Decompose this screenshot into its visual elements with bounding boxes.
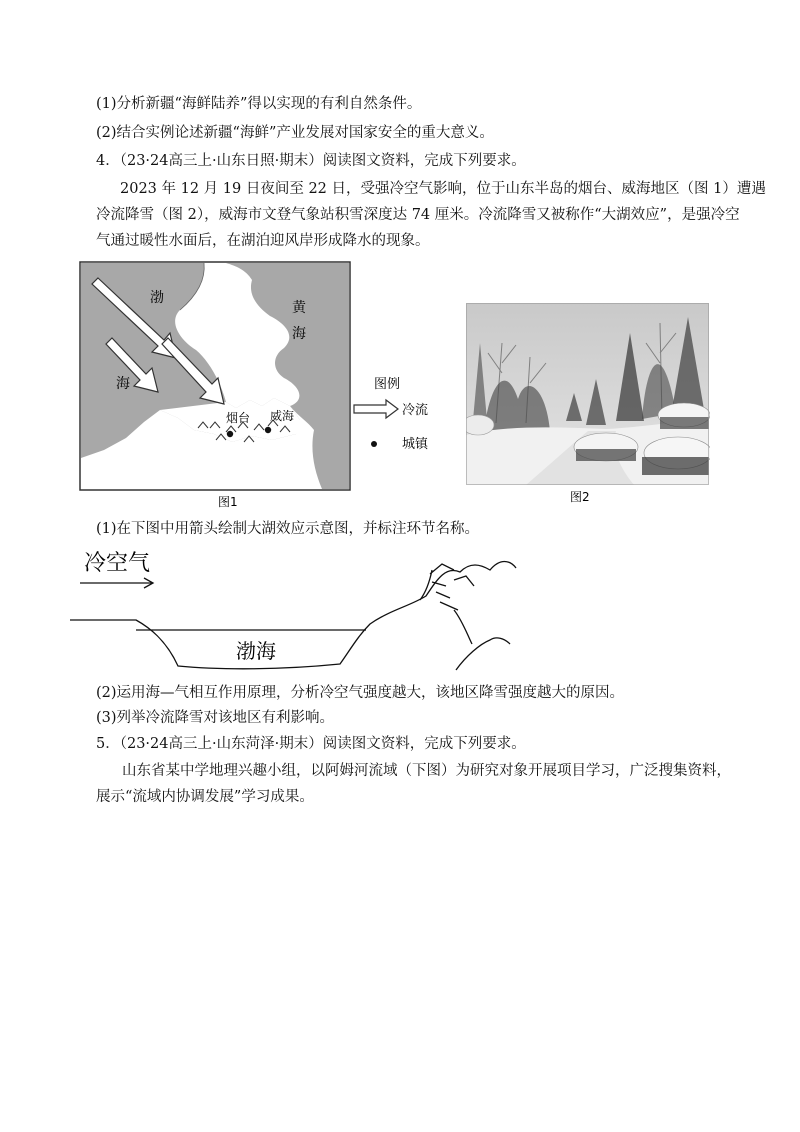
mountain-ridges (420, 570, 472, 644)
q4-paragraph-line-2: 冷流降雪（图 2），威海市文登气象站积雪深度达 74 厘米。冷流降雪又被称作“大湖效应”，是强冷空 (96, 207, 740, 223)
cold-air-label: 冷空气 (84, 551, 151, 576)
bohai-label-2: 海 (116, 376, 130, 392)
q4-paragraph-line-1: 2023 年 12 月 19 日夜间至 22 日，受强冷空气影响，位于山东半岛的烟台、威海地区（图 1）遭遇 (120, 181, 766, 197)
huanghai-label-1: 黄 (292, 300, 306, 316)
terrain-outline (70, 562, 516, 669)
q5-paragraph-line-1: 山东省某中学地理兴趣小组，以阿姆河流域（下图）为研究对象开展项目学习，广泛搜集资料， (122, 763, 731, 779)
figure-1-map (76, 260, 356, 510)
question-5-heading: 5．（23·24高三上·山东菏泽·期末）阅读图文资料，完成下列要求。 (96, 736, 526, 752)
weihai-town-dot (265, 427, 271, 433)
bohai-label-1: 渤 (150, 290, 164, 306)
q3-subquestion-1: (1)分析新疆“海鲜陆养”得以实现的有利自然条件。 (96, 96, 422, 112)
q5-paragraph-line-2: 展示“流域内协调发展”学习成果。 (96, 789, 314, 805)
figure-2-caption: 图2 (570, 490, 590, 504)
legend-town-label: 城镇 (402, 437, 429, 452)
lake-effect-diagram (70, 540, 530, 680)
q4-subquestion-2: (2)运用海—气相互作用原理，分析冷空气强度越大，该地区降雪强度越大的原因。 (96, 685, 625, 701)
q4-subquestion-1: (1)在下图中用箭头绘制大湖效应示意图，并标注环节名称。 (96, 521, 480, 537)
weihai-label: 威海 (270, 409, 295, 423)
yantai-label: 烟台 (226, 411, 251, 425)
yantai-town-dot (227, 431, 233, 437)
town-legend-icon (371, 441, 377, 447)
q3-subquestion-2: (2)结合实例论述新疆“海鲜”产业发展对国家安全的重大意义。 (96, 125, 494, 141)
cold-flow-legend-icon (354, 400, 398, 418)
lower-slope (456, 638, 510, 670)
q4-subquestion-3: (3)列举冷流降雪对该地区有利影响。 (96, 710, 335, 726)
q4-paragraph-line-3: 气通过暖性水面后，在湖泊迎风岸形成降水的现象。 (96, 233, 430, 249)
legend-cold-flow-label: 冷流 (402, 403, 429, 418)
map-legend (350, 372, 450, 462)
bohai-sea-label: 渤海 (236, 639, 276, 663)
question-4-heading: 4．（23·24高三上·山东日照·期末）阅读图文资料，完成下列要求。 (96, 153, 526, 169)
huanghai-label-2: 海 (292, 326, 306, 342)
figure-2-snow-photo (466, 303, 710, 508)
figure-1-caption: 图1 (218, 495, 238, 509)
legend-title: 图例 (374, 377, 401, 392)
